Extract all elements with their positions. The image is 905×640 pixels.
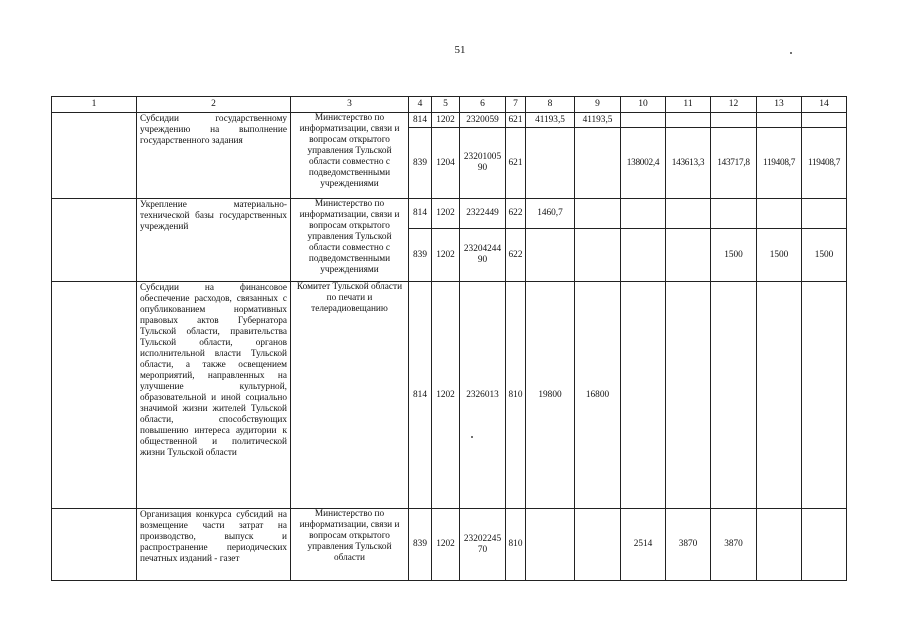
cell-c8: 1460,7 (526, 199, 575, 229)
column-header: 11 (666, 97, 711, 113)
cell-c11: 3870 (666, 509, 711, 581)
cell-c11 (666, 282, 711, 509)
cell-c6: 2322449 (460, 199, 506, 229)
cell-c4: 814 (409, 199, 432, 229)
row-description: Субсидии на финансовое обеспечение расходов, связанных с опубликованием нормативных правовых актов Губернатора Тульской области, правительства Тульской области, органов исполнительной власти Тульской области, а также освещением мероприятий, направленных на улучшение культурной, образовательной и иной социально значимой жизни жителей Тульской области, способствующих повышению интереса аудитории к общественной и политической жизни Тульской области (137, 282, 291, 509)
column-header: 14 (802, 97, 847, 113)
table-row (52, 199, 847, 229)
cell-c8 (526, 509, 575, 581)
cell-c13 (757, 113, 802, 128)
cell-col1 (52, 509, 137, 581)
column-header: 9 (575, 97, 621, 113)
cell-c11 (666, 199, 711, 229)
row-description: Организация конкурса субсидий на возмещение части затрат на производство, выпуск и распространение периодических печатных изданий - газет (137, 509, 291, 581)
cell-c5: 1202 (432, 229, 460, 282)
cell-c10 (621, 229, 666, 282)
header-row (52, 97, 847, 113)
cell-col1 (52, 199, 137, 282)
cell-c8: 19800 (526, 282, 575, 509)
cell-c4: 814 (409, 282, 432, 509)
cell-c7: 622 (506, 199, 526, 229)
cell-col1 (52, 282, 137, 509)
cell-c5: 1202 (432, 282, 460, 509)
cell-c14: 119408,7 (802, 128, 847, 199)
cell-c6: 2326013 (460, 282, 506, 509)
column-header: 3 (291, 97, 409, 113)
cell-c14 (802, 199, 847, 229)
cell-c9: 41193,5 (575, 113, 621, 128)
column-header: 12 (711, 97, 757, 113)
cell-c9: 16800 (575, 282, 621, 509)
cell-c11 (666, 229, 711, 282)
cell-c8: 41193,5 (526, 113, 575, 128)
table-row (52, 282, 847, 509)
cell-c6: 23202245 70 (460, 509, 506, 581)
cell-c10: 138002,4 (621, 128, 666, 199)
cell-c14 (802, 509, 847, 581)
cell-c7: 810 (506, 509, 526, 581)
column-header: 2 (137, 97, 291, 113)
cell-c14: 1500 (802, 229, 847, 282)
column-header: 5 (432, 97, 460, 113)
cell-c13 (757, 509, 802, 581)
cell-c4: 839 (409, 509, 432, 581)
scan-speck (790, 52, 792, 54)
cell-c10 (621, 282, 666, 509)
cell-c4: 839 (409, 229, 432, 282)
cell-c12 (711, 199, 757, 229)
table-row (52, 509, 847, 581)
cell-c9 (575, 128, 621, 199)
column-header: 6 (460, 97, 506, 113)
table-row (52, 113, 847, 128)
cell-c8 (526, 128, 575, 199)
cell-c4: 814 (409, 113, 432, 128)
cell-c13: 1500 (757, 229, 802, 282)
column-header: 1 (52, 97, 137, 113)
row-executor: Министерство по информатизации, связи и вопросам открытого управления Тульской области (291, 509, 409, 581)
row-executor: Министерство по информатизации, связи и вопросам открытого управления Тульской области совместно с подведомственными учреждениями (291, 199, 409, 282)
cell-c5: 1202 (432, 113, 460, 128)
cell-c12 (711, 113, 757, 128)
row-executor: Комитет Тульской области по печати и телерадиовещанию (291, 282, 409, 509)
cell-c7: 810 (506, 282, 526, 509)
cell-c9 (575, 199, 621, 229)
cell-c7: 621 (506, 113, 526, 128)
page-number: 51 (454, 44, 466, 56)
cell-c11 (666, 113, 711, 128)
row-description: Субсидии государственному учреждению на выполнение государственного задания (137, 113, 291, 199)
cell-c7: 622 (506, 229, 526, 282)
cell-c6: 23204244 90 (460, 229, 506, 282)
column-header: 7 (506, 97, 526, 113)
budget-table (51, 96, 847, 581)
cell-c7: 621 (506, 128, 526, 199)
cell-c12 (711, 282, 757, 509)
cell-c10: 2514 (621, 509, 666, 581)
cell-c9 (575, 509, 621, 581)
column-header: 13 (757, 97, 802, 113)
cell-c5: 1202 (432, 199, 460, 229)
cell-c5: 1204 (432, 128, 460, 199)
cell-c10 (621, 113, 666, 128)
cell-c12: 1500 (711, 229, 757, 282)
cell-c4: 839 (409, 128, 432, 199)
cell-c14 (802, 113, 847, 128)
row-description: Укрепление материально-технической базы государственных учреждений (137, 199, 291, 282)
cell-c12: 3870 (711, 509, 757, 581)
cell-c13 (757, 282, 802, 509)
cell-c6: 2320059 (460, 113, 506, 128)
column-header: 8 (526, 97, 575, 113)
column-header: 10 (621, 97, 666, 113)
cell-c9 (575, 229, 621, 282)
cell-c14 (802, 282, 847, 509)
cell-c10 (621, 199, 666, 229)
cell-c13: 119408,7 (757, 128, 802, 199)
cell-c5: 1202 (432, 509, 460, 581)
cell-c12: 143717,8 (711, 128, 757, 199)
row-executor: Министерство по информатизации, связи и вопросам открытого управления Тульской области совместно с подведомственными учреждениями (291, 113, 409, 199)
cell-c13 (757, 199, 802, 229)
cell-c11: 143613,3 (666, 128, 711, 199)
cell-col1 (52, 113, 137, 199)
column-header: 4 (409, 97, 432, 113)
cell-c8 (526, 229, 575, 282)
cell-c6: 23201005 90 (460, 128, 506, 199)
